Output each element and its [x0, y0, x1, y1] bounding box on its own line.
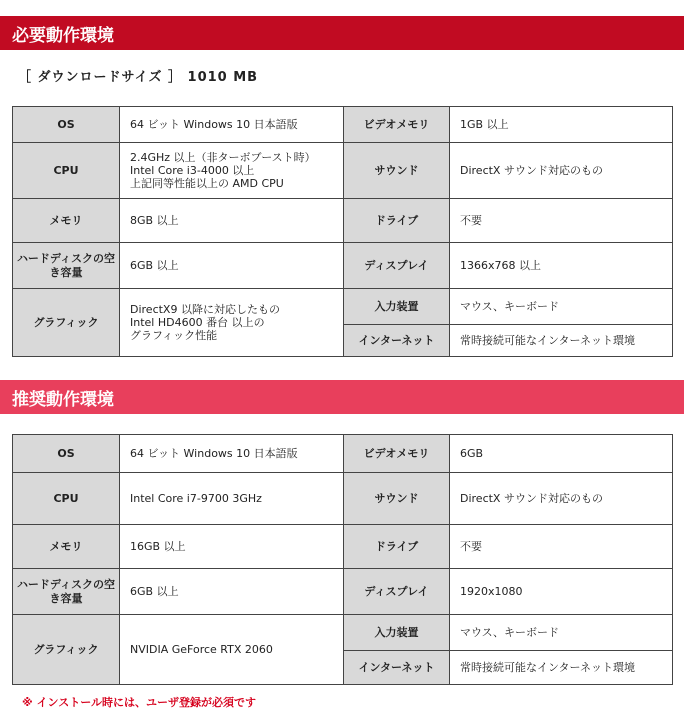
- cpu-label: CPU: [13, 473, 120, 525]
- memory-value: 8GB 以上: [120, 199, 344, 243]
- sound-label: サウンド: [344, 473, 450, 525]
- table-row: [13, 107, 673, 143]
- drive-value: 不要: [450, 525, 673, 569]
- table-row: [13, 473, 673, 525]
- internet-value: 常時接続可能なインターネット環境: [450, 325, 673, 357]
- download-size: ［ ダウンロードサイズ ］ 1010 MB: [18, 70, 259, 85]
- os-value: 64 ビット Windows 10 日本語版: [120, 107, 344, 143]
- internet-label: インターネット: [344, 325, 450, 357]
- table-row: [13, 615, 673, 651]
- vram-label: ビデオメモリ: [344, 107, 450, 143]
- hdd-value: 6GB 以上: [120, 569, 344, 615]
- internet-label: インターネット: [344, 651, 450, 685]
- sound-value: DirectX サウンド対応のもの: [450, 473, 673, 525]
- hdd-label: ハードディスクの空き容量: [13, 569, 120, 615]
- os-value: 64 ビット Windows 10 日本語版: [120, 435, 344, 473]
- hdd-value: 6GB 以上: [120, 243, 344, 289]
- cpu-line: Intel Core i3-4000 以上: [130, 164, 255, 177]
- graphics-value: [120, 289, 344, 357]
- os-label: OS: [13, 435, 120, 473]
- display-label: ディスプレイ: [344, 569, 450, 615]
- table-row: [13, 435, 673, 473]
- cpu-line: 上記同等性能以上の AMD CPU: [130, 177, 284, 190]
- cpu-line: 2.4GHz 以上（非ターボブースト時）: [130, 151, 316, 164]
- table-row: [13, 525, 673, 569]
- table-row: [13, 143, 673, 199]
- required-section-header: [0, 16, 684, 50]
- input-value: マウス、キーボード: [450, 289, 673, 325]
- graphics-value: NVIDIA GeForce RTX 2060: [120, 615, 344, 685]
- vram-value: 1GB 以上: [450, 107, 673, 143]
- display-value: 1366x768 以上: [450, 243, 673, 289]
- graphics-line: Intel HD4600 番台 以上の: [130, 316, 265, 329]
- recommended-section-title: 推奨動作環境: [12, 389, 114, 410]
- drive-label: ドライブ: [344, 199, 450, 243]
- vram-value: 6GB: [450, 435, 673, 473]
- memory-label: メモリ: [13, 199, 120, 243]
- input-label: 入力装置: [344, 289, 450, 325]
- sound-label: サウンド: [344, 143, 450, 199]
- table-row: [13, 199, 673, 243]
- registration-note: ※ インストール時には、ユーザ登録が必須です: [22, 696, 256, 709]
- internet-value: 常時接続可能なインターネット環境: [450, 651, 673, 685]
- memory-value: 16GB 以上: [120, 525, 344, 569]
- required-section-title: 必要動作環境: [12, 25, 114, 46]
- drive-value: 不要: [450, 199, 673, 243]
- sound-value: DirectX サウンド対応のもの: [450, 143, 673, 199]
- graphics-label: グラフィック: [13, 289, 120, 357]
- recommended-section-header: [0, 380, 684, 414]
- recommended-spec-table: [12, 434, 673, 685]
- hdd-label: ハードディスクの空き容量: [13, 243, 120, 289]
- memory-label: メモリ: [13, 525, 120, 569]
- graphics-line: DirectX9 以降に対応したもの: [130, 303, 280, 316]
- table-row: [13, 569, 673, 615]
- table-row: [13, 243, 673, 289]
- cpu-value: Intel Core i7-9700 3GHz: [120, 473, 344, 525]
- cpu-label: CPU: [13, 143, 120, 199]
- display-value: 1920x1080: [450, 569, 673, 615]
- graphics-label: グラフィック: [13, 615, 120, 685]
- required-spec-table: [12, 106, 673, 357]
- drive-label: ドライブ: [344, 525, 450, 569]
- input-value: マウス、キーボード: [450, 615, 673, 651]
- input-label: 入力装置: [344, 615, 450, 651]
- os-label: OS: [13, 107, 120, 143]
- cpu-value: [120, 143, 344, 199]
- table-row: [13, 289, 673, 325]
- graphics-line: グラフィック性能: [130, 329, 218, 342]
- display-label: ディスプレイ: [344, 243, 450, 289]
- vram-label: ビデオメモリ: [344, 435, 450, 473]
